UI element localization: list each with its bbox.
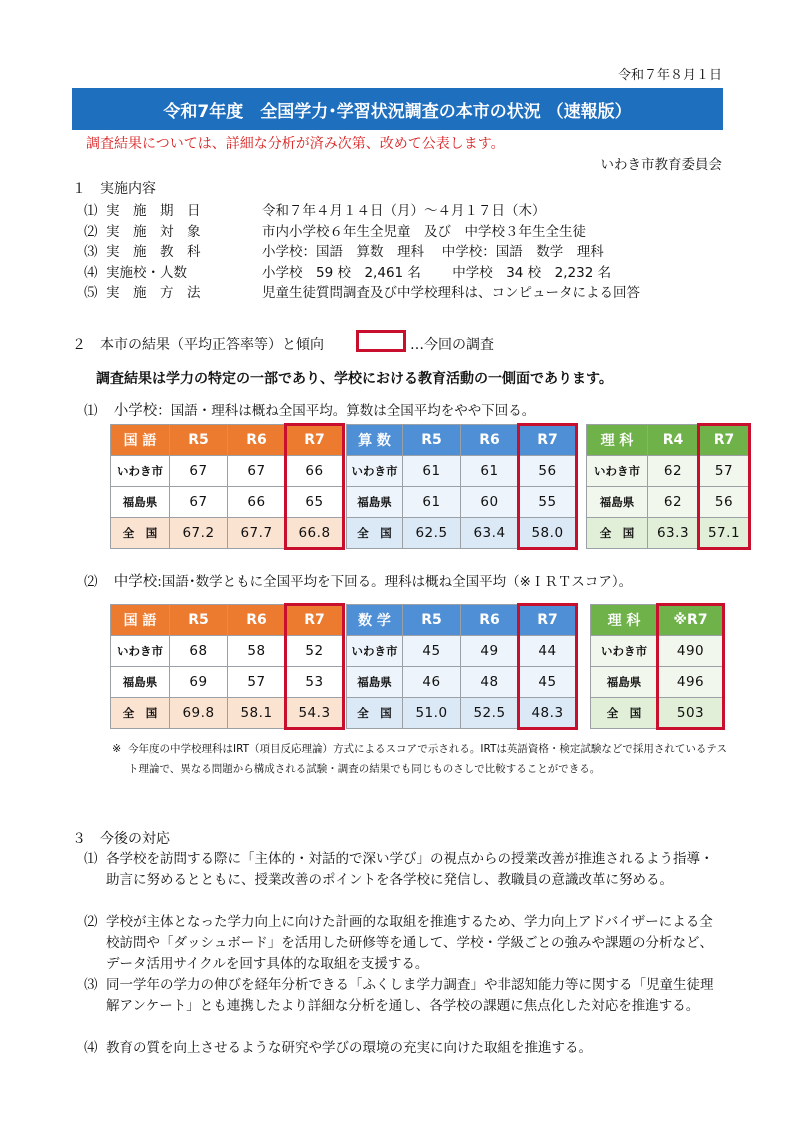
row-number: ⑶ xyxy=(84,244,98,260)
subject-header: 理 科 xyxy=(591,605,658,636)
score-cell: 57 xyxy=(228,667,286,698)
region-cell: 福島県 xyxy=(591,667,658,698)
subject-header: 算 数 xyxy=(347,425,403,456)
action-item xyxy=(84,975,724,1017)
item-text: 学校が主体となった学力向上に向けた計画的な取組を推進するため、学力向上アドバイザーによる全校訪問や「ダッシュボード」を活用した研修等を通して、学校・学級ごとの強みや課題の分析など、データ活用サイクルを回す具体的な取組を支援する。 xyxy=(106,914,713,972)
current-survey-highlight xyxy=(697,423,751,550)
score-cell: 69 xyxy=(170,667,228,698)
subject-header: 国 語 xyxy=(111,425,170,456)
score-cell: 503 xyxy=(658,698,724,729)
year-header: R5 xyxy=(403,425,461,456)
region-cell: 全 国 xyxy=(347,518,403,549)
region-cell: いわき市 xyxy=(591,636,658,667)
year-header: R7 xyxy=(286,425,344,456)
section3-heading: ３ 今後の対応 xyxy=(72,831,170,847)
year-header: R6 xyxy=(461,605,519,636)
region-cell: 全 国 xyxy=(347,698,403,729)
score-cell: 61 xyxy=(461,456,519,487)
region-cell: いわき市 xyxy=(111,456,170,487)
region-cell: いわき市 xyxy=(111,636,170,667)
item-text: 教育の質を向上させるような研究や学びの環境の充実に向けた取組を推進する。 xyxy=(106,1040,592,1056)
year-header: R7 xyxy=(519,425,577,456)
year-header: R5 xyxy=(403,605,461,636)
item-text: 同一学年の学力の伸びを経年分析できる「ふくしま学力調査」や非認知能力等に関する「児童生徒理解アンケート」とも連携したより詳細な分析を通し、各学校の課題に焦点化した対応を推進する。 xyxy=(106,977,714,1014)
score-cell: 62 xyxy=(648,456,699,487)
schedule-row xyxy=(84,261,724,281)
score-cell: 496 xyxy=(658,667,724,698)
section2-heading: ２ 本市の結果（平均正答率等）と傾向 xyxy=(72,337,324,353)
region-cell: 全 国 xyxy=(111,698,170,729)
row-key: 実 施 方 法 xyxy=(106,285,201,301)
item-number: ⑴ xyxy=(84,851,98,867)
score-cell: 66 xyxy=(228,487,286,518)
score-cell: 44 xyxy=(519,636,577,667)
score-cell: 52.5 xyxy=(461,698,519,729)
score-cell: 65 xyxy=(286,487,344,518)
caption-number: ⑵ xyxy=(84,574,98,590)
caption-school: 小学校 xyxy=(113,403,158,419)
score-cell: 62.5 xyxy=(403,518,461,549)
year-header: R5 xyxy=(170,605,228,636)
document-date: 令和７年８月１日 xyxy=(617,68,722,83)
current-survey-highlight xyxy=(656,603,725,730)
score-cell: 67.7 xyxy=(228,518,286,549)
region-cell: いわき市 xyxy=(347,456,403,487)
schedule-row xyxy=(84,199,724,219)
year-header: R7 xyxy=(286,605,344,636)
score-cell: 58.0 xyxy=(519,518,577,549)
year-header: R4 xyxy=(648,425,699,456)
row-value: 市内小学校６年生全児童 及び 中学校３年生全生徒 xyxy=(262,223,586,240)
row-key: 実 施 教 科 xyxy=(106,244,201,260)
row-value: 令和７年４月１４日（月）～４月１７日（木） xyxy=(262,203,546,219)
publication-notice: 調査結果については、詳細な分析が済み次第、改めて公表します。 xyxy=(86,136,505,152)
region-cell: 福島県 xyxy=(587,487,648,518)
elementary-caption xyxy=(84,399,535,420)
current-survey-highlight xyxy=(517,423,578,550)
score-cell: 60 xyxy=(461,487,519,518)
issuer: いわき市教育委員会 xyxy=(600,157,722,173)
caption-number: ⑴ xyxy=(84,403,98,419)
current-survey-highlight xyxy=(284,603,345,730)
region-cell: いわき市 xyxy=(587,456,648,487)
score-cell: 54.3 xyxy=(286,698,344,729)
score-cell: 53 xyxy=(286,667,344,698)
row-key: 実 施 対 象 xyxy=(106,223,201,240)
score-cell: 62 xyxy=(648,487,699,518)
region-cell: 福島県 xyxy=(347,667,403,698)
row-value: 小学校 59 校 2,461 名 中学校 34 校 2,232 名 xyxy=(262,264,612,281)
score-cell: 49 xyxy=(461,636,519,667)
document-title: 令和7年度 全国学力･学習状況調査の本市の状況 （速報版） xyxy=(72,88,723,130)
score-cell: 55 xyxy=(519,487,577,518)
score-cell: 61 xyxy=(403,456,461,487)
item-number: ⑵ xyxy=(84,914,98,930)
year-header: ※R7 xyxy=(658,605,724,636)
legend-swatch xyxy=(356,330,406,352)
subject-header: 国 語 xyxy=(111,605,170,636)
score-cell: 67.2 xyxy=(170,518,228,549)
row-number: ⑴ xyxy=(84,203,98,219)
item-number: ⑶ xyxy=(84,977,98,993)
year-header: R6 xyxy=(228,605,286,636)
action-item xyxy=(84,1038,724,1059)
schedule-row xyxy=(84,281,724,301)
score-cell: 45 xyxy=(403,636,461,667)
year-header: R6 xyxy=(228,425,286,456)
row-key: 実施校・人数 xyxy=(106,264,187,281)
score-cell: 67 xyxy=(170,487,228,518)
score-cell: 63.3 xyxy=(648,518,699,549)
schedule-row xyxy=(84,220,724,240)
score-cell: 67 xyxy=(170,456,228,487)
score-cell: 66.8 xyxy=(286,518,344,549)
score-cell: 51.0 xyxy=(403,698,461,729)
score-cell: 52 xyxy=(286,636,344,667)
score-cell: 48 xyxy=(461,667,519,698)
action-item xyxy=(84,849,724,891)
score-cell: 61 xyxy=(403,487,461,518)
subject-header: 理 科 xyxy=(587,425,648,456)
row-value: 児童生徒質問調査及び中学校理科は、コンピュータによる回答 xyxy=(262,285,640,301)
current-survey-highlight xyxy=(517,603,578,730)
score-cell: 67 xyxy=(228,456,286,487)
region-cell: 全 国 xyxy=(111,518,170,549)
score-cell: 58 xyxy=(228,636,286,667)
subject-header: 数 学 xyxy=(347,605,403,636)
action-item xyxy=(84,912,724,975)
score-cell: 68 xyxy=(170,636,228,667)
score-cell: 69.8 xyxy=(170,698,228,729)
year-header: R6 xyxy=(461,425,519,456)
score-cell: 46 xyxy=(403,667,461,698)
score-cell: 45 xyxy=(519,667,577,698)
current-survey-highlight xyxy=(284,423,345,550)
region-cell: 福島県 xyxy=(111,487,170,518)
note-mark: ※ xyxy=(112,742,122,755)
section2-statement: 調査結果は学力の特定の一部であり、学校における教育活動の一側面であります。 xyxy=(96,371,613,387)
caption-text: ：国語・理科は概ね全国平均。算数は全国平均をやや下回る。 xyxy=(157,403,536,419)
score-cell: 56 xyxy=(519,456,577,487)
row-number: ⑵ xyxy=(84,223,98,240)
region-cell: 全 国 xyxy=(591,698,658,729)
junior-caption xyxy=(84,570,632,591)
row-number: ⑷ xyxy=(84,264,98,281)
schedule-row xyxy=(84,240,724,260)
row-key: 実 施 期 日 xyxy=(106,203,201,219)
item-text: 各学校を訪問する際に「主体的・対話的で深い学び」の視点からの授業改善が推進されるよう指導・助言に努めるとともに、授業改善のポイントを各学校に発信し、教職員の意識改革に努める。 xyxy=(106,851,714,888)
score-cell: 490 xyxy=(658,636,724,667)
region-cell: 福島県 xyxy=(111,667,170,698)
score-cell: 57 xyxy=(699,456,750,487)
region-cell: 福島県 xyxy=(347,487,403,518)
irt-note: 今年度の中学校理科はIRT（項目反応理論）方式によるスコアで示される。IRTは英語資格・検定試験などで採用されているテスト理論で、異なる問題から構成される試験・調査の結果でも同じものさしで比較することができる。 xyxy=(128,743,727,775)
score-cell: 57.1 xyxy=(699,518,750,549)
score-cell: 58.1 xyxy=(228,698,286,729)
region-cell: いわき市 xyxy=(347,636,403,667)
year-header: R7 xyxy=(699,425,750,456)
score-cell: 66 xyxy=(286,456,344,487)
score-cell: 48.3 xyxy=(519,698,577,729)
score-cell: 56 xyxy=(699,487,750,518)
row-value: 小学校：国語 算数 理科 中学校：国語 数学 理科 xyxy=(262,244,604,260)
section1-heading: １ 実施内容 xyxy=(72,181,156,197)
score-cell: 63.4 xyxy=(461,518,519,549)
item-number: ⑷ xyxy=(84,1040,98,1056)
caption-text: :国語･数学ともに全国平均を下回る。理科は概ね全国平均（※ＩＲＴスコア）。 xyxy=(157,574,633,590)
year-header: R7 xyxy=(519,605,577,636)
row-number: ⑸ xyxy=(84,285,98,301)
region-cell: 全 国 xyxy=(587,518,648,549)
year-header: R5 xyxy=(170,425,228,456)
caption-school: 中学校 xyxy=(113,574,158,590)
legend-label: …今回の調査 xyxy=(410,337,494,353)
